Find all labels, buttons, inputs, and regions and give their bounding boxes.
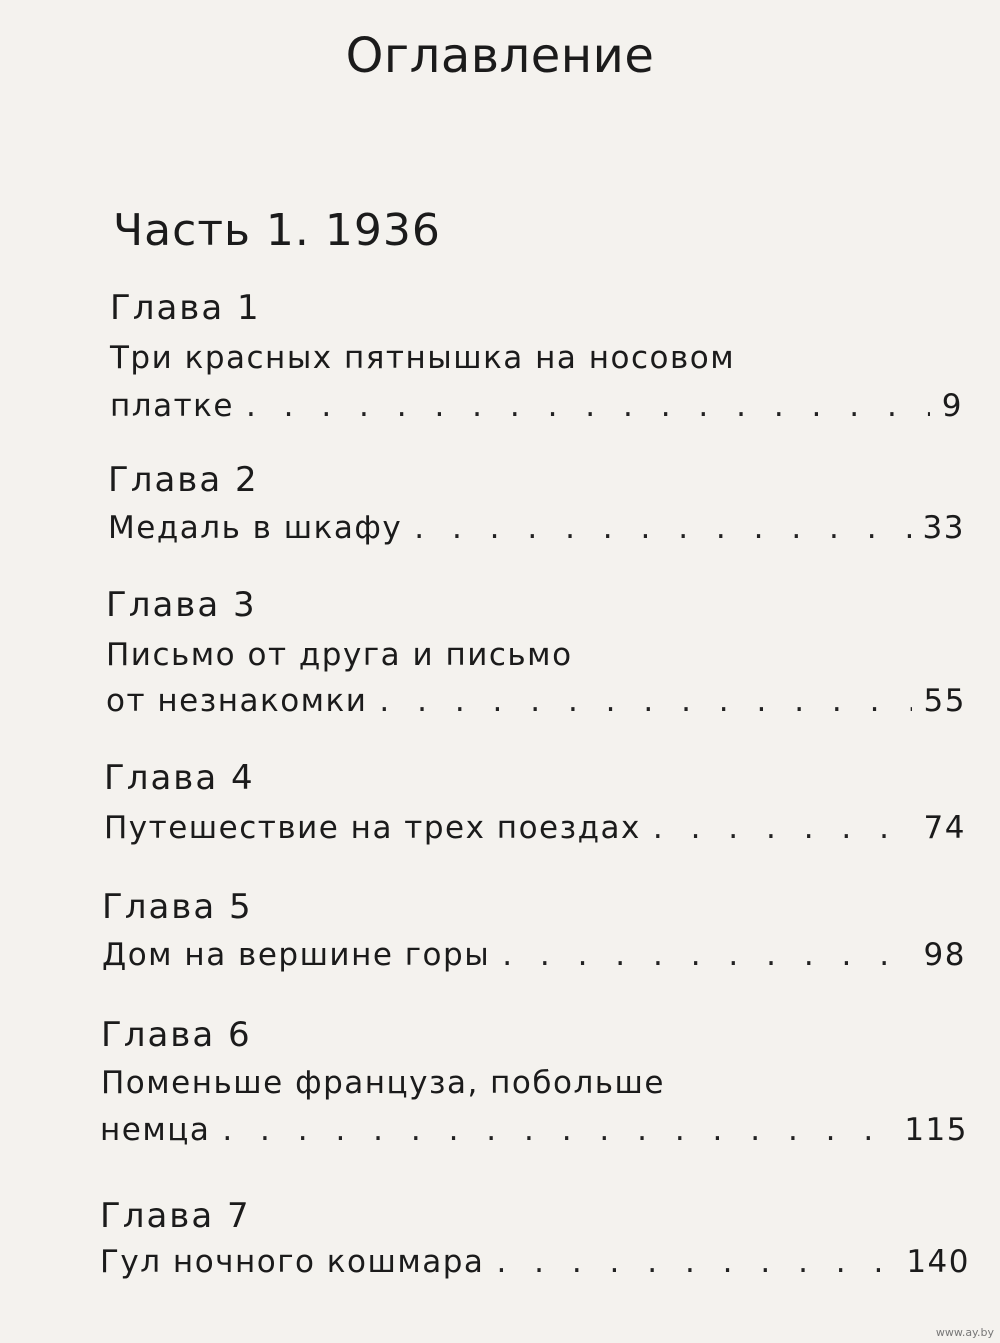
toc-entry [110,388,963,424]
page-number: 9 [941,388,963,424]
toc-entry [100,1244,970,1280]
chapter-title-line: Письмо от друга и письмо [106,637,573,673]
chapter-title-line: немца [100,1112,211,1148]
watermark: www.ay.by [935,1326,994,1339]
chapter-title-line: платке [110,388,234,424]
chapter-label: Глава 2 [108,460,259,500]
dot-leader [414,510,910,546]
dot-leader [246,388,930,424]
toc-entry [106,683,966,719]
chapter-label: Глава 3 [106,585,257,625]
page-number: 115 [904,1112,968,1148]
part-heading: Часть 1. 1936 [113,205,441,256]
toc-entry [108,510,965,546]
dot-leader [496,1244,894,1280]
chapter-title-line: Поменьше француза, побольше [101,1065,665,1101]
chapter-title-line: Три красных пятнышка на носовом [110,340,736,376]
toc-entry [100,1112,968,1148]
chapter-label: Глава 5 [102,887,253,927]
chapter-title-line: Гул ночного кошмара [100,1244,485,1280]
chapter-label: Глава 4 [104,758,255,798]
page-number: 33 [922,510,965,546]
page-number: 74 [923,810,966,846]
chapter-label: Глава 1 [110,288,261,328]
toc-entry [102,937,966,973]
page-number: 55 [923,683,966,719]
dot-leader [222,1112,892,1148]
chapter-label: Глава 6 [101,1015,252,1055]
dot-leader [653,810,912,846]
page-title: Оглавление [345,28,655,84]
page-number: 98 [923,937,966,973]
chapter-title-line: Дом на вершине горы [102,937,491,973]
dot-leader [502,937,911,973]
chapter-title-line: Путешествие на трех поездах [104,810,641,846]
dot-leader [379,683,911,719]
chapter-title-line: Медаль в шкафу [108,510,403,546]
page-number: 140 [906,1244,970,1280]
chapter-title-line: от незнакомки [106,683,368,719]
toc-entry [104,810,966,846]
chapter-label: Глава 7 [100,1196,251,1236]
